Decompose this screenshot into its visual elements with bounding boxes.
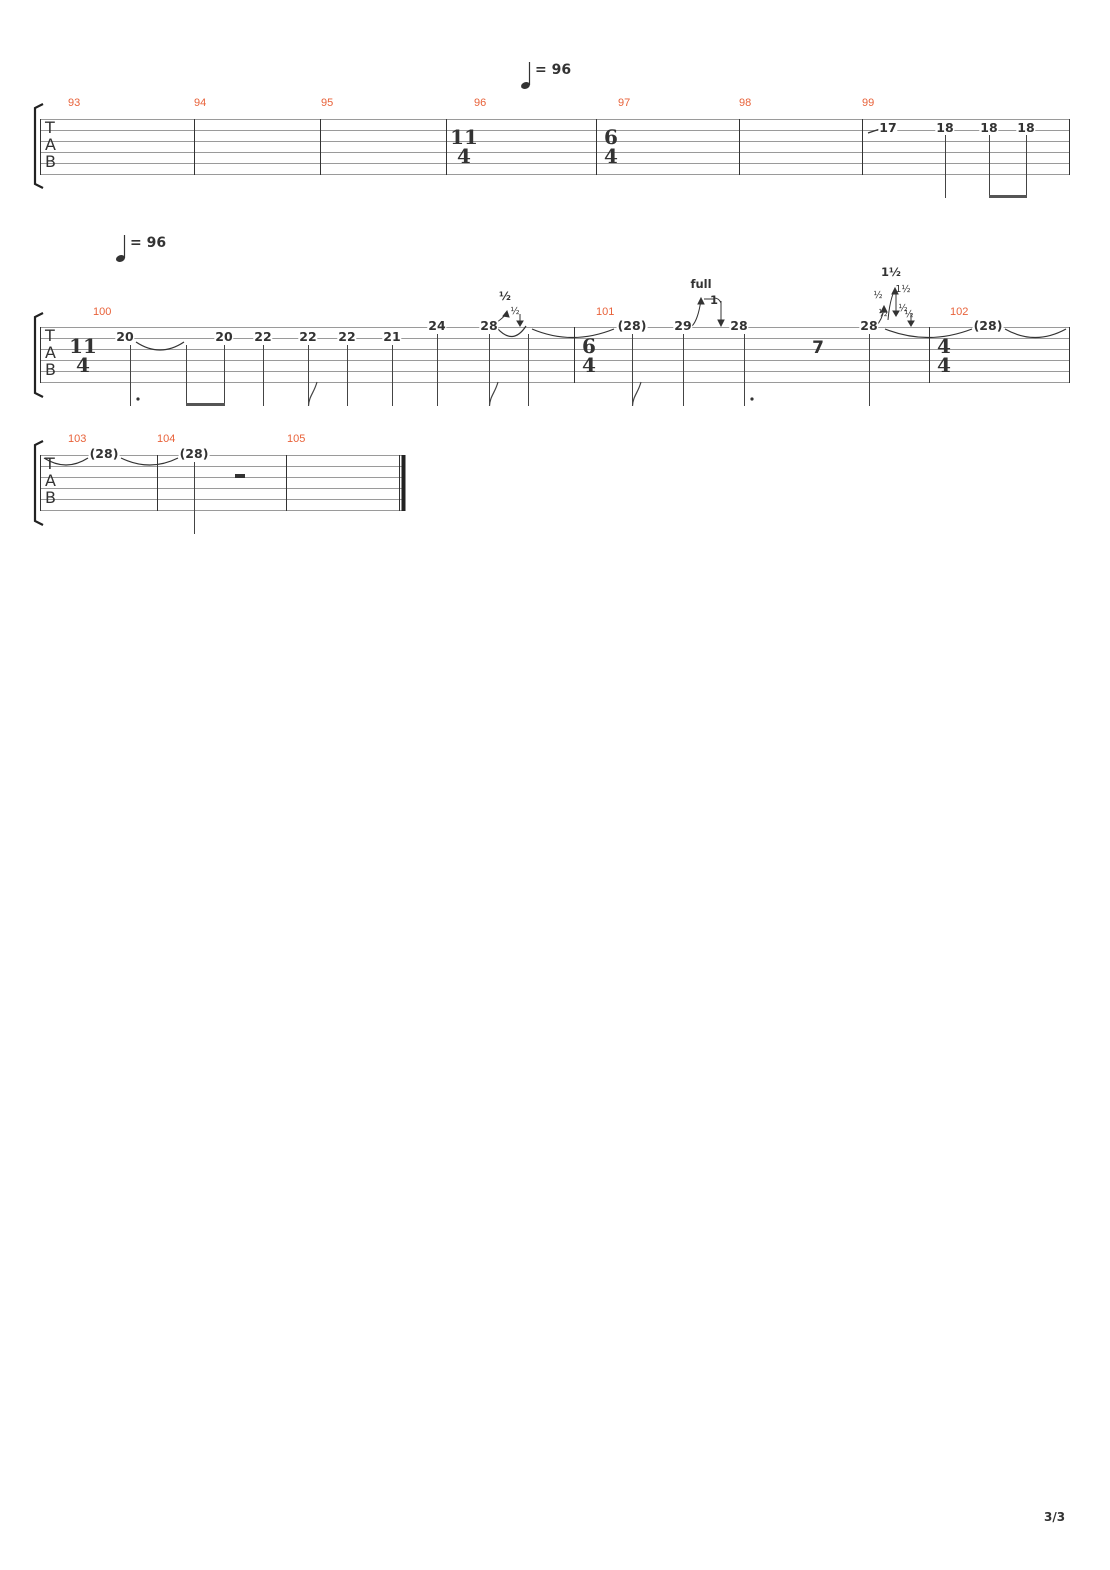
fret-number: 18: [1017, 120, 1035, 135]
staff-lines: [0, 240, 1110, 420]
tab-letter-b: B: [45, 152, 56, 171]
time-signature-bottom: 4: [76, 353, 90, 377]
time-signature-bottom: 4: [937, 353, 951, 377]
eighth-rest: 7: [812, 338, 824, 358]
measure-number: 99: [862, 97, 875, 109]
tab-letter-a: A: [45, 135, 56, 154]
fret-number: (28): [617, 318, 647, 333]
time-signature: [450, 125, 478, 168]
fret-number: 24: [428, 318, 446, 333]
measure-number: 100: [93, 306, 112, 318]
time-signature-top: 4: [937, 334, 951, 358]
tab-letter-t: T: [45, 118, 55, 137]
bend-amount-label: 1½: [895, 284, 911, 295]
bend-amount-label: ½: [878, 308, 888, 319]
measure-number: 102: [950, 306, 969, 318]
fret-number: 29: [674, 318, 692, 333]
fret-number: 28: [730, 318, 748, 333]
time-signature-top: 11: [69, 334, 97, 358]
time-signature: [604, 125, 618, 168]
fret-number: 21: [383, 329, 401, 344]
measure-number: 93: [68, 97, 81, 109]
tab-letter-b: B: [45, 488, 56, 507]
time-signature: [937, 334, 951, 377]
tab-letter-a: A: [45, 343, 56, 362]
measure-number: 97: [618, 97, 631, 109]
time-signature-top: 6: [582, 334, 596, 358]
fret-number: 18: [936, 120, 954, 135]
fret-number: 18: [980, 120, 998, 135]
bend-amount-label: 1½: [881, 265, 901, 279]
measure-number: 103: [68, 433, 87, 445]
bend-amount-label: ½: [904, 309, 914, 320]
fret-number: 28: [860, 318, 878, 333]
fret-number: 17: [879, 120, 897, 135]
measure-number: 104: [157, 433, 176, 445]
fret-number: (28): [89, 446, 119, 461]
measure-number: 96: [474, 97, 487, 109]
fret-number: (28): [179, 446, 209, 461]
tab-letter-b: B: [45, 360, 56, 379]
tempo-marking: = 96: [130, 235, 167, 251]
bend-amount-label: 1: [709, 293, 719, 307]
staff-lines: [0, 420, 420, 550]
bend-amount-label: ½: [873, 290, 883, 301]
tempo-marking: = 96: [535, 62, 572, 78]
measure-number: 105: [287, 433, 306, 445]
time-signature-top: 6: [604, 125, 618, 149]
bend-amount-label: ½: [898, 303, 908, 314]
time-signature: [69, 334, 97, 377]
time-signature-bottom: 4: [457, 144, 471, 168]
fret-number: 20: [215, 329, 233, 344]
tab-letter-a: A: [45, 471, 56, 490]
time-signature: [582, 334, 596, 377]
tab-letter-t: T: [45, 454, 55, 473]
page-number: 3/3: [1044, 1510, 1066, 1524]
time-signature-bottom: 4: [582, 353, 596, 377]
fret-number: 22: [254, 329, 272, 344]
measure-number: 94: [194, 97, 207, 109]
bend-amount-label: full: [690, 277, 712, 291]
fret-number: 22: [338, 329, 356, 344]
bend-amount-label: ½: [510, 306, 520, 317]
fret-number: 28: [480, 318, 498, 333]
fret-number: (28): [973, 318, 1003, 333]
measure-number: 98: [739, 97, 752, 109]
fret-number: 22: [299, 329, 317, 344]
tab-letter-t: T: [45, 326, 55, 345]
time-signature-bottom: 4: [604, 144, 618, 168]
fret-number: 20: [116, 329, 134, 344]
measure-number: 95: [321, 97, 334, 109]
measure-number: 101: [596, 306, 615, 318]
bend-amount-label: ½: [499, 289, 511, 303]
time-signature-top: 11: [450, 125, 478, 149]
